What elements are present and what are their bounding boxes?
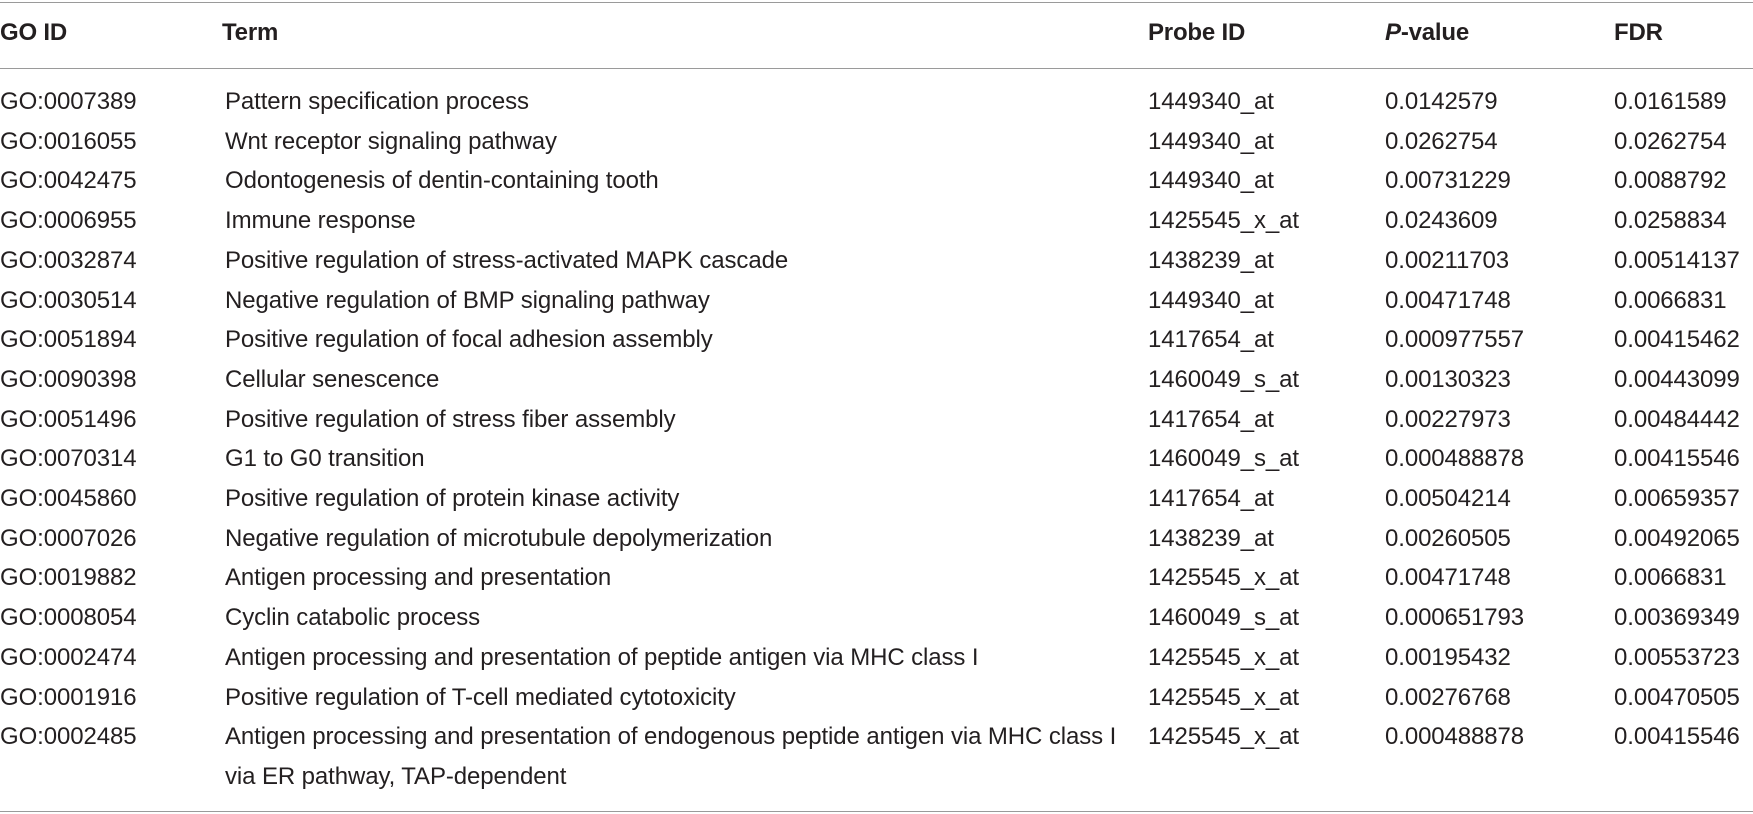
cell-term: Cellular senescence xyxy=(225,365,440,393)
cell-term: Positive regulation of stress fiber assembly xyxy=(225,405,676,433)
cell-go-id: GO:0002474 xyxy=(0,643,137,671)
header-fdr: FDR xyxy=(1614,19,1663,46)
header-p-value xyxy=(1385,0,1614,66)
table-row xyxy=(0,519,1753,559)
cell-probe-id: 1460049_s_at xyxy=(1148,445,1299,473)
header-term: Term xyxy=(222,19,279,46)
cell-go-id: GO:0051894 xyxy=(0,326,137,354)
table-bottom-rule xyxy=(0,811,1753,812)
cell-term: Cyclin catabolic process xyxy=(225,604,481,632)
cell-fdr: 0.00415462 xyxy=(1614,326,1740,354)
cell-p-value: 0.00211703 xyxy=(1385,246,1510,274)
cell-go-id: GO:0002485 xyxy=(0,723,137,751)
cell-probe-id: 1417654_at xyxy=(1148,405,1274,433)
header-go-id: GO ID xyxy=(0,19,68,46)
cell-go-id: GO:0070314 xyxy=(0,445,137,473)
cell-term: Antigen processing and presentation of endogenous peptide antigen via MHC class I via ER pathway, TAP-dependent xyxy=(225,723,1117,790)
cell-probe-id: 1417654_at xyxy=(1148,485,1274,513)
table-row xyxy=(0,66,1753,122)
cell-term: Positive regulation of T-cell mediated cytotoxicity xyxy=(225,683,736,711)
header-p-value-italic: P xyxy=(1385,19,1401,46)
cell-go-id: GO:0006955 xyxy=(0,207,137,235)
table-row xyxy=(0,360,1753,400)
cell-probe-id: 1425545_x_at xyxy=(1148,207,1299,235)
cell-p-value: 0.0243609 xyxy=(1385,207,1498,235)
cell-go-id: GO:0007026 xyxy=(0,524,137,552)
cell-go-id: GO:0042475 xyxy=(0,167,137,195)
cell-term: Positive regulation of protein kinase activity xyxy=(225,485,680,513)
cell-go-id: GO:0008054 xyxy=(0,604,137,632)
cell-fdr: 0.00659357 xyxy=(1614,485,1740,513)
table-row xyxy=(0,122,1753,162)
cell-fdr: 0.0161589 xyxy=(1614,88,1727,115)
cell-term: Immune response xyxy=(225,207,416,235)
cell-p-value: 0.00276768 xyxy=(1385,683,1511,711)
cell-term: Odontogenesis of dentin-containing tooth xyxy=(225,167,659,195)
cell-probe-id: 1425545_x_at xyxy=(1148,564,1299,592)
cell-fdr: 0.00369349 xyxy=(1614,604,1740,632)
cell-term: Antigen processing and presentation xyxy=(225,564,612,592)
cell-go-id: GO:0032874 xyxy=(0,246,137,274)
cell-probe-id: 1460049_s_at xyxy=(1148,365,1299,393)
cell-term: Negative regulation of microtubule depolymerization xyxy=(225,524,773,552)
cell-fdr: 0.00553723 xyxy=(1614,643,1740,671)
cell-p-value: 0.00260505 xyxy=(1385,524,1511,552)
cell-p-value: 0.00130323 xyxy=(1385,365,1511,393)
cell-p-value: 0.000488878 xyxy=(1385,445,1525,473)
cell-probe-id: 1438239_at xyxy=(1148,246,1274,274)
table-row xyxy=(0,479,1753,519)
cell-p-value: 0.000488878 xyxy=(1385,723,1525,751)
cell-go-id: GO:0051496 xyxy=(0,405,137,433)
cell-fdr: 0.00415546 xyxy=(1614,723,1740,751)
header-probe-id: Probe ID xyxy=(1148,19,1246,46)
cell-fdr: 0.0088792 xyxy=(1614,167,1727,195)
cell-fdr: 0.00492065 xyxy=(1614,524,1740,552)
table-row xyxy=(0,638,1753,678)
cell-p-value: 0.00471748 xyxy=(1385,564,1511,592)
cell-fdr: 0.0258834 xyxy=(1614,207,1727,235)
cell-term: Positive regulation of stress-activated MAPK cascade xyxy=(225,246,789,274)
table-row xyxy=(0,161,1753,201)
header-row xyxy=(0,0,1753,66)
table-row xyxy=(0,400,1753,440)
cell-fdr: 0.00415546 xyxy=(1614,445,1740,473)
cell-fdr: 0.00484442 xyxy=(1614,405,1740,433)
cell-go-id: GO:0007389 xyxy=(0,88,137,115)
cell-probe-id: 1460049_s_at xyxy=(1148,604,1299,632)
table-row xyxy=(0,320,1753,360)
cell-p-value: 0.00731229 xyxy=(1385,167,1511,195)
cell-probe-id: 1449340_at xyxy=(1148,88,1274,115)
cell-fdr: 0.00470505 xyxy=(1614,683,1740,711)
table-row xyxy=(0,241,1753,281)
cell-p-value: 0.00504214 xyxy=(1385,485,1511,513)
cell-term: Negative regulation of BMP signaling pathway xyxy=(225,286,710,314)
table-header xyxy=(0,0,1753,66)
cell-p-value: 0.0142579 xyxy=(1385,88,1498,115)
header-p-value-rest: -value xyxy=(1400,19,1469,46)
table-row xyxy=(0,678,1753,718)
cell-go-id: GO:0019882 xyxy=(0,564,137,592)
cell-go-id: GO:0045860 xyxy=(0,485,137,513)
cell-term: Wnt receptor signaling pathway xyxy=(225,127,557,155)
cell-fdr: 0.0262754 xyxy=(1614,127,1727,155)
cell-fdr: 0.0066831 xyxy=(1614,286,1727,314)
cell-probe-id: 1438239_at xyxy=(1148,524,1274,552)
table-row xyxy=(0,201,1753,241)
cell-p-value: 0.00227973 xyxy=(1385,405,1511,433)
cell-p-value: 0.0262754 xyxy=(1385,127,1498,155)
cell-p-value: 0.00195432 xyxy=(1385,643,1511,671)
cell-go-id: GO:0030514 xyxy=(0,286,137,314)
cell-term: Pattern specification process xyxy=(225,88,529,115)
cell-probe-id: 1425545_x_at xyxy=(1148,683,1299,711)
table-row xyxy=(0,281,1753,321)
cell-fdr: 0.0066831 xyxy=(1614,564,1727,592)
cell-probe-id: 1449340_at xyxy=(1148,286,1274,314)
cell-p-value: 0.000651793 xyxy=(1385,604,1525,632)
cell-probe-id: 1449340_at xyxy=(1148,127,1274,155)
cell-probe-id: 1425545_x_at xyxy=(1148,643,1299,671)
table-row xyxy=(0,598,1753,638)
table-row xyxy=(0,439,1753,479)
cell-probe-id: 1449340_at xyxy=(1148,167,1274,195)
cell-fdr: 0.00514137 xyxy=(1614,246,1740,274)
cell-probe-id: 1425545_x_at xyxy=(1148,723,1299,751)
cell-term: G1 to G0 transition xyxy=(225,445,425,473)
cell-probe-id: 1417654_at xyxy=(1148,326,1274,354)
cell-p-value: 0.000977557 xyxy=(1385,326,1525,354)
cell-go-id: GO:0016055 xyxy=(0,127,137,155)
table-row xyxy=(0,558,1753,598)
cell-go-id: GO:0090398 xyxy=(0,365,137,393)
cell-go-id: GO:0001916 xyxy=(0,683,137,711)
table-body xyxy=(0,66,1753,797)
cell-p-value: 0.00471748 xyxy=(1385,286,1511,314)
table-row xyxy=(0,717,1753,796)
cell-term: Positive regulation of focal adhesion assembly xyxy=(225,326,713,354)
cell-term: Antigen processing and presentation of peptide antigen via MHC class I xyxy=(225,643,979,671)
cell-fdr: 0.00443099 xyxy=(1614,365,1740,393)
